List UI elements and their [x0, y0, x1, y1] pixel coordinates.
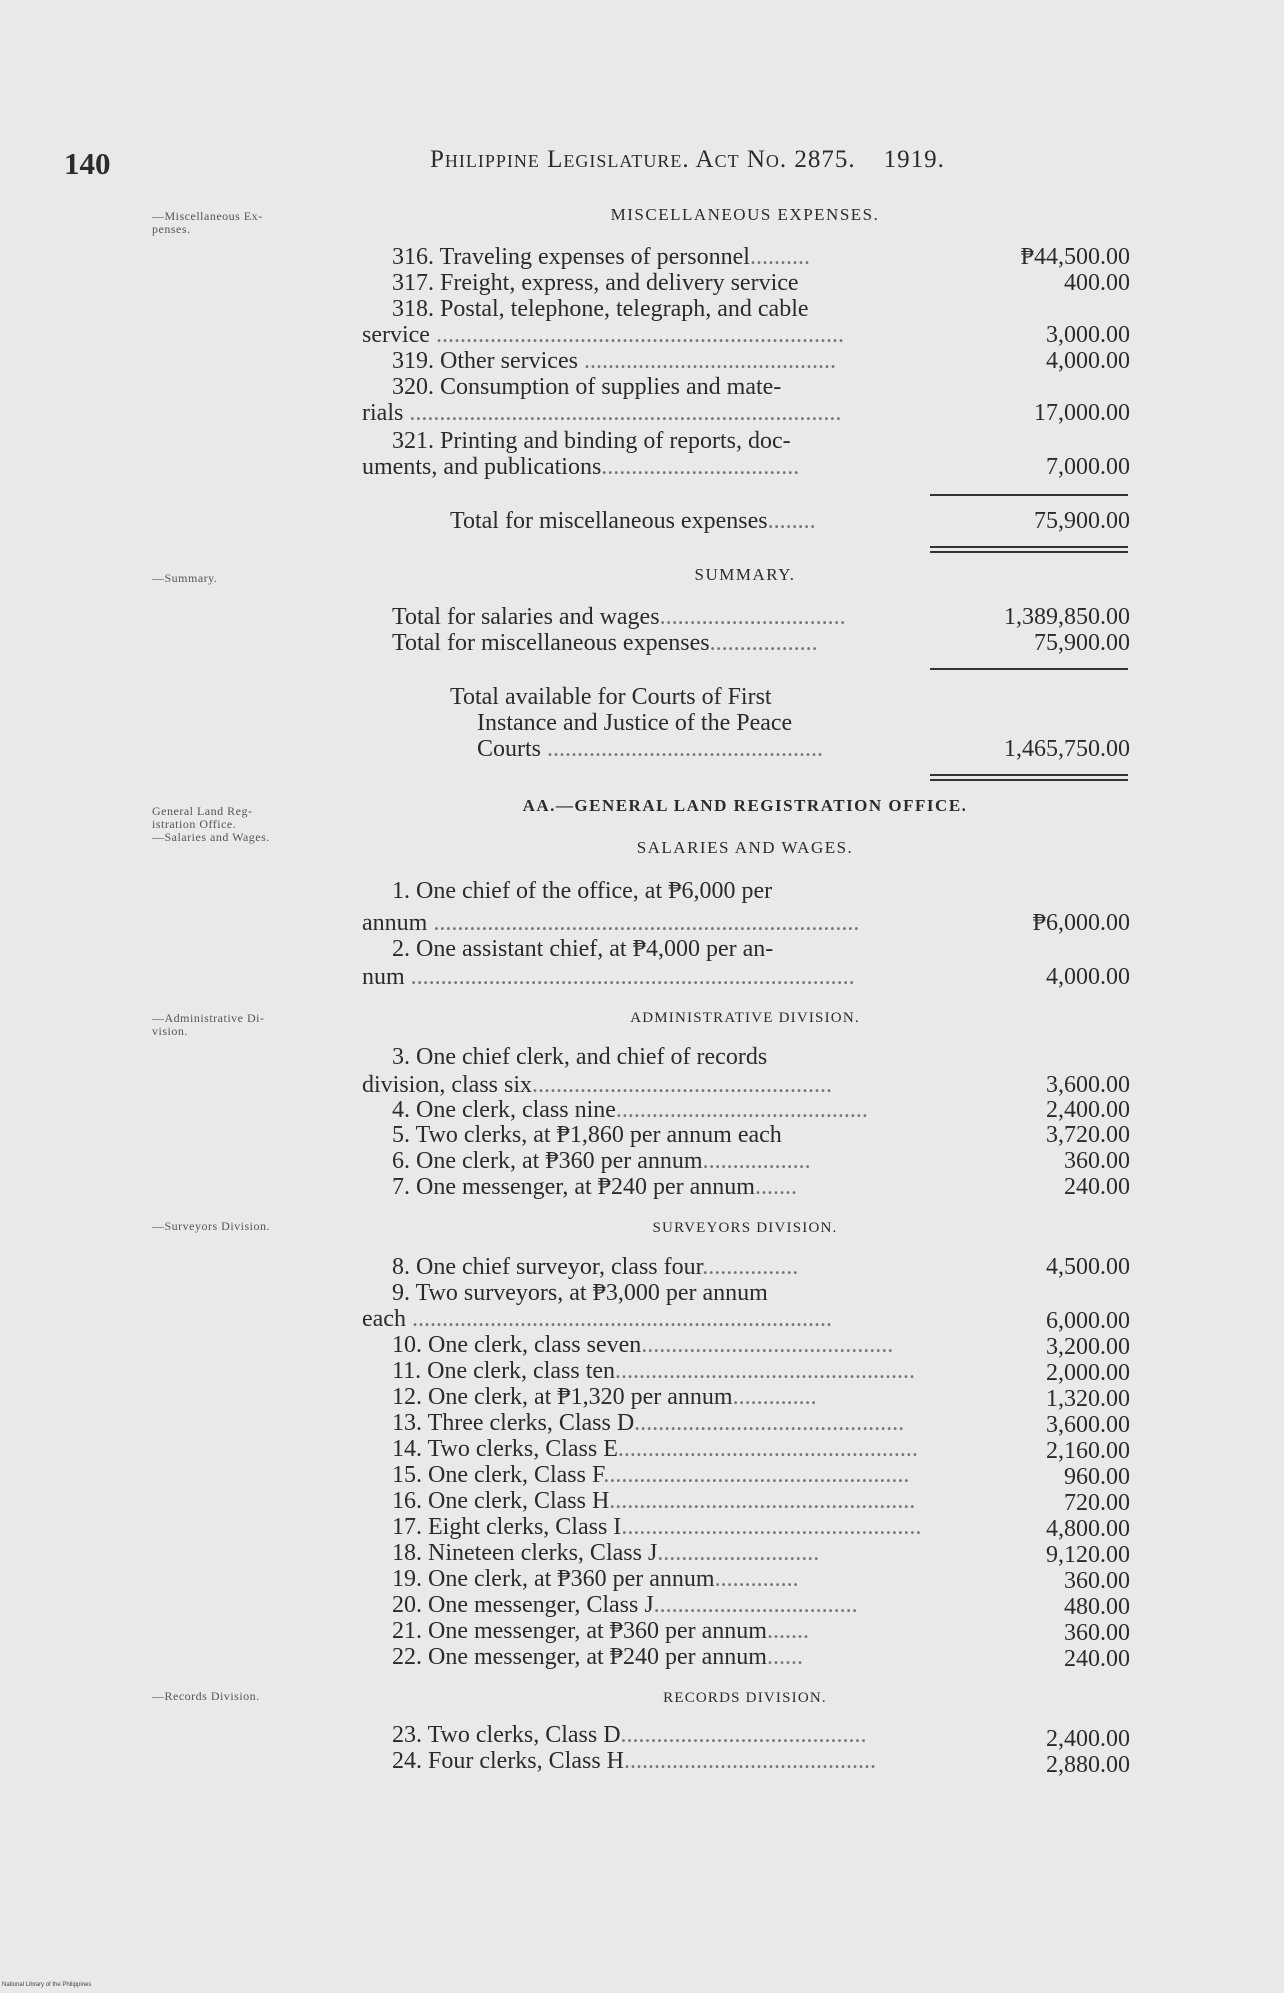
surveyor-amount-19: 360.00 [1064, 1568, 1130, 1594]
misc-amount-321: 7,000.00 [1046, 454, 1130, 480]
surveyor-amount-13: 3,600.00 [1046, 1412, 1130, 1438]
surveyor-item-15: 15. One clerk, Class F................................................... [392, 1462, 910, 1488]
misc-total-amount: 75,900.00 [1034, 508, 1130, 534]
misc-total-double-rule [930, 546, 1128, 553]
margin-note-records: —Records Division. [152, 1689, 260, 1703]
salary-amount-2: 4,000.00 [1046, 964, 1130, 990]
admin-item-4: 4. One clerk, class nine.......................................... [392, 1097, 868, 1123]
header-year: 1919. [883, 146, 945, 173]
admin-amount-5: 3,720.00 [1046, 1122, 1130, 1148]
surveyor-item-21: 21. One messenger, at ₱360 per annum....... [392, 1618, 809, 1644]
misc-item-316: 316. Traveling expenses of personnel.......... [392, 244, 810, 270]
surveyor-item-10: 10. One clerk, class seven.......................................... [392, 1332, 894, 1358]
salary-item-1: 1. One chief of the office, at ₱6,000 per [392, 878, 773, 904]
surveyor-amount-20: 480.00 [1064, 1594, 1130, 1620]
admin-item-6: 6. One clerk, at ₱360 per annum.................. [392, 1148, 811, 1174]
admin-item-3: 3. One chief clerk, and chief of records [392, 1044, 768, 1070]
summary-amount-misc: 75,900.00 [1034, 630, 1130, 656]
surveyor-amount-11: 2,000.00 [1046, 1360, 1130, 1386]
misc-amount-319: 4,000.00 [1046, 348, 1130, 374]
surveyor-item-9: 9. Two surveyors, at ₱3,000 per annum [392, 1280, 768, 1306]
misc-item-321: 321. Printing and binding of reports, doc- [392, 428, 791, 454]
summary-heading: SUMMARY. [694, 565, 796, 584]
surveyor-amount-14: 2,160.00 [1046, 1438, 1130, 1464]
surveyor-item-12: 12. One clerk, at ₱1,320 per annum.............. [392, 1384, 817, 1410]
misc-amount-317: 400.00 [1064, 270, 1130, 296]
salary-amount-1: ₱6,000.00 [1032, 910, 1130, 936]
glro-heading: AA.—GENERAL LAND REGISTRATION OFFICE. [522, 796, 968, 815]
admin-heading: ADMINISTRATIVE DIVISION. [630, 1010, 860, 1026]
library-footer: National Library of the Philippines [2, 1982, 92, 1988]
summary-total-line2: Instance and Justice of the Peace [477, 710, 793, 736]
admin-item-3-cont: division, class six.................................................. [362, 1072, 833, 1098]
surveyor-item-20: 20. One messenger, Class J.................................. [392, 1592, 858, 1618]
margin-note-glro: General Land Reg- istration Office. —Salaries and Wages. [152, 804, 270, 844]
summary-total-amount: 1,465,750.00 [1004, 736, 1130, 762]
surveyor-item-22: 22. One messenger, at ₱240 per annum...... [392, 1644, 803, 1670]
summary-total-line1: Total available for Courts of First [450, 684, 772, 710]
surveyor-item-19: 19. One clerk, at ₱360 per annum.............. [392, 1566, 799, 1592]
surveyor-amount-8: 4,500.00 [1046, 1254, 1130, 1280]
surveyor-amount-22: 240.00 [1064, 1646, 1130, 1672]
salary-item-2-cont: num .......................................................................... [362, 964, 855, 990]
surveyor-amount-10: 3,200.00 [1046, 1334, 1130, 1360]
summary-total-double-rule [930, 774, 1128, 781]
admin-amount-4: 2,400.00 [1046, 1097, 1130, 1123]
summary-amount-salaries: 1,389,850.00 [1004, 604, 1130, 630]
surveyor-item-11: 11. One clerk, class ten.................................................. [392, 1358, 916, 1384]
surveyor-item-8: 8. One chief surveyor, class four................ [392, 1254, 799, 1280]
admin-item-7: 7. One messenger, at ₱240 per annum....... [392, 1174, 797, 1200]
surveyor-amount-12: 1,320.00 [1046, 1386, 1130, 1412]
misc-heading: MISCELLANEOUS EXPENSES. [610, 205, 880, 224]
surveyor-amount-9: 6,000.00 [1046, 1308, 1130, 1334]
surveyor-item-9-cont: each ...................................................................... [362, 1306, 832, 1332]
margin-note-misc: —Miscellaneous Ex- penses. [152, 209, 263, 236]
salary-item-1-cont: annum ....................................................................... [362, 910, 860, 936]
salaries-heading: SALARIES AND WAGES. [636, 838, 854, 857]
surveyor-item-14: 14. Two clerks, Class E.................................................. [392, 1436, 918, 1462]
running-header [430, 146, 945, 174]
running-title: Philippine Legislature. Act No. 2875. [430, 146, 856, 173]
admin-amount-3: 3,600.00 [1046, 1072, 1130, 1098]
misc-item-318: 318. Postal, telephone, telegraph, and cable [392, 296, 809, 322]
surveyors-heading: SURVEYORS DIVISION. [652, 1220, 838, 1236]
misc-amount-316: ₱44,500.00 [1020, 244, 1130, 270]
admin-amount-6: 360.00 [1064, 1148, 1130, 1174]
misc-item-317: 317. Freight, express, and delivery service [392, 270, 799, 296]
misc-total-label: Total for miscellaneous expenses........ [450, 508, 816, 534]
surveyor-amount-17: 4,800.00 [1046, 1516, 1130, 1542]
misc-amount-318: 3,000.00 [1046, 322, 1130, 348]
records-amount-23: 2,400.00 [1046, 1726, 1130, 1752]
summary-total-line3: Courts .............................................. [477, 736, 824, 762]
misc-item-318-cont: service .................................................................... [362, 322, 844, 348]
margin-note-surveyors: —Surveyors Division. [152, 1219, 270, 1233]
misc-subtotal-rule [930, 494, 1128, 496]
summary-item-misc: Total for miscellaneous expenses.................. [392, 630, 818, 656]
surveyor-amount-18: 9,120.00 [1046, 1542, 1130, 1568]
surveyor-item-13: 13. Three clerks, Class D............................................. [392, 1410, 905, 1436]
records-item-24: 24. Four clerks, Class H.......................................... [392, 1748, 876, 1774]
summary-item-salaries: Total for salaries and wages............................... [392, 604, 846, 630]
margin-note-admin: —Administrative Di- vision. [152, 1011, 265, 1038]
surveyor-item-17: 17. Eight clerks, Class I.................................................. [392, 1514, 922, 1540]
admin-item-5: 5. Two clerks, at ₱1,860 per annum each [392, 1122, 782, 1148]
salary-item-2: 2. One assistant chief, at ₱4,000 per an- [392, 936, 774, 962]
misc-item-319: 319. Other services .......................................... [392, 348, 836, 374]
surveyor-item-18: 18. Nineteen clerks, Class J........................... [392, 1540, 820, 1566]
records-item-23: 23. Two clerks, Class D......................................... [392, 1722, 867, 1748]
surveyor-item-16: 16. One clerk, Class H................................................... [392, 1488, 916, 1514]
surveyor-amount-21: 360.00 [1064, 1620, 1130, 1646]
misc-item-320: 320. Consumption of supplies and mate- [392, 374, 782, 400]
admin-amount-7: 240.00 [1064, 1174, 1130, 1200]
summary-subtotal-rule [930, 668, 1128, 670]
misc-item-320-cont: rials ........................................................................ [362, 400, 842, 426]
records-amount-24: 2,880.00 [1046, 1752, 1130, 1778]
page-number: 140 [64, 146, 111, 181]
surveyor-amount-15: 960.00 [1064, 1464, 1130, 1490]
misc-amount-320: 17,000.00 [1034, 400, 1130, 426]
margin-note-summary: —Summary. [152, 571, 218, 585]
records-heading: RECORDS DIVISION. [663, 1690, 827, 1706]
misc-item-321-cont: uments, and publications................................. [362, 454, 800, 480]
surveyor-amount-16: 720.00 [1064, 1490, 1130, 1516]
